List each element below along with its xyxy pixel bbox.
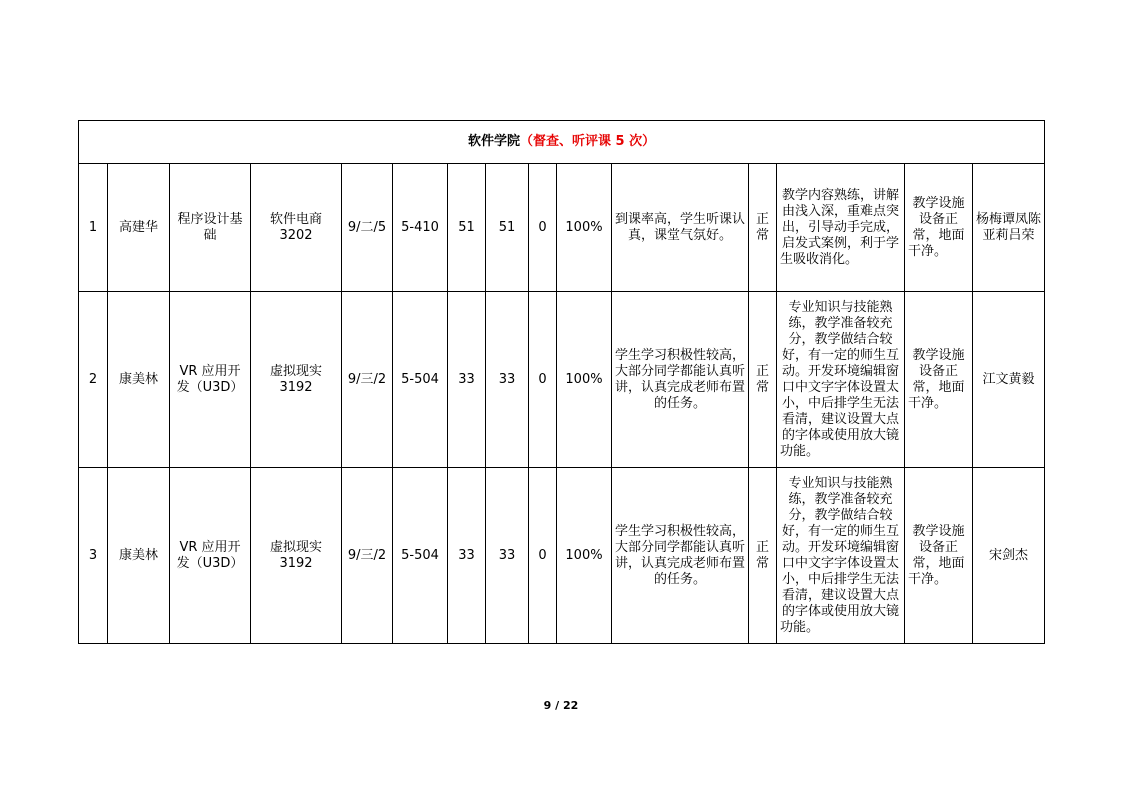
attendance-remark: 学生学习积极性较高，大部分同学都能认真听讲，认真完成老师布置的任务。: [612, 292, 749, 468]
course-name: 程序设计基础: [170, 164, 251, 292]
page-number: 9 / 22: [543, 699, 579, 712]
table-row: [79, 292, 1045, 468]
inspectors: 宋剑杰: [973, 468, 1045, 644]
course-name: VR 应用开发（U3D）: [170, 468, 251, 644]
classroom: 5-504: [393, 468, 448, 644]
row-number: 2: [79, 292, 108, 468]
table-title: [79, 121, 1045, 164]
expected-count: 51: [448, 164, 486, 292]
row-number: 3: [79, 468, 108, 644]
course-name: VR 应用开发（U3D）: [170, 292, 251, 468]
class-name: 虚拟现实3192: [251, 292, 342, 468]
inspection-table: [78, 120, 1045, 644]
facility-remark: 教学设施设备正常，地面干净。: [905, 468, 973, 644]
classroom: 5-410: [393, 164, 448, 292]
expected-count: 33: [448, 292, 486, 468]
class-time: 9/二/5: [342, 164, 393, 292]
title-row: [79, 121, 1045, 164]
attendance-remark: 学生学习积极性较高，大部分同学都能认真听讲，认真完成老师布置的任务。: [612, 468, 749, 644]
order-status: 正常: [749, 292, 777, 468]
class-time: 9/三/2: [342, 468, 393, 644]
actual-count: 33: [486, 468, 529, 644]
facility-remark: 教学设施设备正常，地面干净。: [905, 292, 973, 468]
classroom: 5-504: [393, 292, 448, 468]
absent-count: 0: [529, 164, 557, 292]
expected-count: 33: [448, 468, 486, 644]
class-name: 软件电商3202: [251, 164, 342, 292]
teacher-name: 高建华: [108, 164, 170, 292]
table-row: [79, 468, 1045, 644]
college-name: 软件学院: [467, 134, 520, 149]
inspection-count-note: （督查、听评课 5 次）: [519, 134, 656, 149]
facility-remark: 教学设施设备正常，地面干净。: [905, 164, 973, 292]
class-name: 虚拟现实3192: [251, 468, 342, 644]
teacher-name: 康美林: [108, 292, 170, 468]
order-status: 正常: [749, 164, 777, 292]
order-status: 正常: [749, 468, 777, 644]
attendance-rate: 100%: [557, 292, 612, 468]
teaching-remark: 专业知识与技能熟练，教学准备较充分，教学做结合较好，有一定的师生互动。开发环境编辑窗口中文字字体设置太小，中后排学生无法看清，建议设置大点的字体或使用放大镜功能。: [777, 292, 905, 468]
inspectors: 杨梅谭凤陈亚莉吕荣: [973, 164, 1045, 292]
class-time: 9/三/2: [342, 292, 393, 468]
actual-count: 51: [486, 164, 529, 292]
attendance-rate: 100%: [557, 164, 612, 292]
attendance-remark: 到课率高，学生听课认真，课堂气氛好。: [612, 164, 749, 292]
actual-count: 33: [486, 292, 529, 468]
teacher-name: 康美林: [108, 468, 170, 644]
attendance-rate: 100%: [557, 468, 612, 644]
absent-count: 0: [529, 468, 557, 644]
inspectors: 江文黄毅: [973, 292, 1045, 468]
teaching-remark: 教学内容熟练，讲解由浅入深，重难点突出，引导动手完成，启发式案例，利于学生吸收消化。: [777, 164, 905, 292]
row-number: 1: [79, 164, 108, 292]
absent-count: 0: [529, 292, 557, 468]
table-row: [79, 164, 1045, 292]
teaching-remark: 专业知识与技能熟练，教学准备较充分，教学做结合较好，有一定的师生互动。开发环境编辑窗口中文字字体设置太小，中后排学生无法看清，建议设置大点的字体或使用放大镜功能。: [777, 468, 905, 644]
